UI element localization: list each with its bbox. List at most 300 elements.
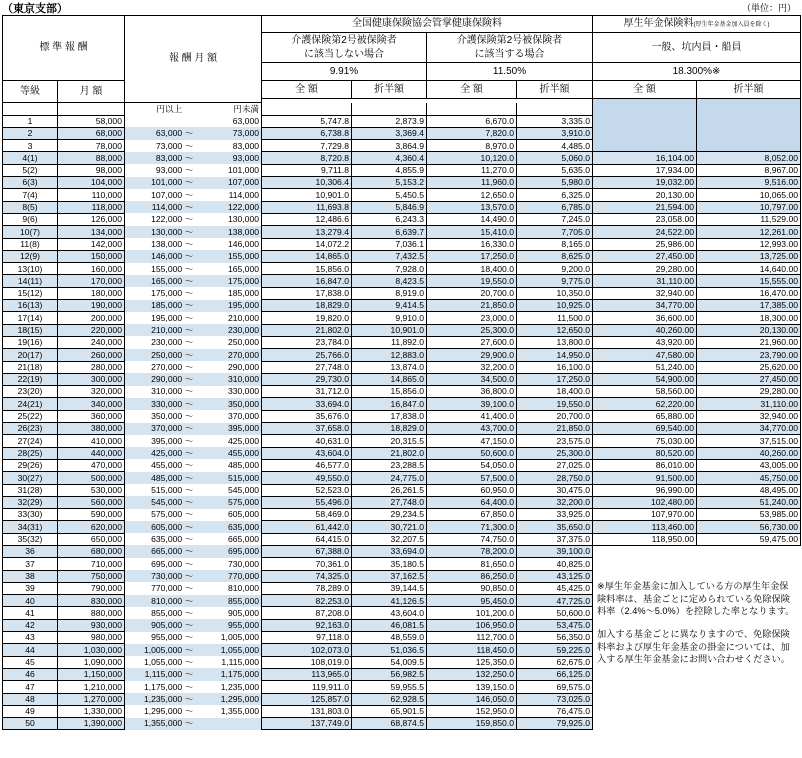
monthly-cell: 440,000 — [58, 447, 125, 459]
care-half-cell: 6,325.0 — [517, 189, 593, 201]
range-label-cell — [125, 103, 262, 116]
nocare-full-cell: 78,289.0 — [262, 582, 352, 594]
nenkin-half-cell: 56,730.00 — [697, 521, 801, 533]
range-high: 665,000 — [227, 534, 260, 545]
care-full-cell: 29,900.0 — [427, 349, 517, 361]
nenkin-half-cell: 8,967.00 — [697, 164, 801, 176]
range-low: 1,235,000 — [143, 693, 183, 704]
range-tilde: ～ — [184, 644, 194, 655]
monthly-cell: 980,000 — [58, 632, 125, 644]
range-low: 165,000 — [151, 275, 183, 286]
grade-cell: 8(5) — [3, 201, 58, 213]
range-high: 485,000 — [227, 460, 260, 471]
nocare-half-cell: 5,450.5 — [352, 189, 427, 201]
table-row — [3, 152, 801, 164]
care-full-cell: 60,950.0 — [427, 484, 517, 496]
nenkin-full-cell: 27,450.00 — [593, 250, 697, 262]
care-full-cell: 19,550.0 — [427, 275, 517, 287]
monthly-cell: 150,000 — [58, 250, 125, 262]
monthly-cell: 78,000 — [58, 140, 125, 152]
table-row — [3, 336, 801, 348]
nocare-half-cell: 9,414.5 — [352, 300, 427, 312]
care-half-cell: 7,245.0 — [517, 213, 593, 225]
care-full-cell: 81,650.0 — [427, 558, 517, 570]
care-half-cell: 18,400.0 — [517, 386, 593, 398]
range-tilde: ～ — [184, 521, 194, 532]
range-high: 605,000 — [227, 509, 260, 520]
range-tilde: ～ — [184, 411, 194, 422]
care-rate: 11.50% — [427, 63, 593, 81]
label-spacer-c2 — [352, 103, 427, 116]
grade-cell: 22(19) — [3, 373, 58, 385]
nenkin-full-cell — [593, 127, 697, 139]
care-full-cell: 20,700.0 — [427, 287, 517, 299]
nocare-half-cell: 9,910.0 — [352, 312, 427, 324]
range-cell — [125, 201, 262, 213]
range-cell — [125, 410, 262, 422]
monthly-header: 月 額 — [58, 81, 125, 103]
care-half-cell: 17,250.0 — [517, 373, 593, 385]
range-cell — [125, 447, 262, 459]
nocare-full-cell: 92,163.0 — [262, 619, 352, 631]
care-half-cell: 6,785.0 — [517, 201, 593, 213]
range-high: 770,000 — [227, 570, 260, 581]
range-high: 1,115,000 — [221, 657, 260, 667]
range-high — [196, 719, 259, 728]
label-spacer-c5 — [593, 103, 697, 116]
care-half-cell: 30,475.0 — [517, 484, 593, 496]
nocare-half-cell: 56,982.5 — [352, 668, 427, 680]
grade-cell: 17(14) — [3, 312, 58, 324]
range-high: 395,000 — [227, 423, 260, 434]
nenkin-half-cell: 37,515.00 — [697, 435, 801, 447]
range-tilde: ～ — [184, 460, 194, 471]
range-tilde: ～ — [184, 509, 194, 520]
nenkin-half-cell — [697, 115, 801, 127]
monthly-cell: 126,000 — [58, 213, 125, 225]
nenkin-half-cell: 25,620.00 — [697, 361, 801, 373]
full-header-1: 全 額 — [262, 81, 352, 99]
range-high: 330,000 — [227, 386, 260, 397]
table-row — [3, 361, 801, 373]
table-row — [3, 693, 801, 705]
table-row — [3, 423, 801, 435]
nocare-half-cell: 27,748.0 — [352, 496, 427, 508]
range-cell — [125, 152, 262, 164]
grade-cell: 38 — [3, 570, 58, 582]
monthly-cell: 58,000 — [58, 115, 125, 127]
nocare-half-cell: 16,847.0 — [352, 398, 427, 410]
grade-cell: 35(32) — [3, 533, 58, 545]
range-cell — [125, 484, 262, 496]
care-full-cell: 146,050.0 — [427, 693, 517, 705]
range-low: 730,000 — [151, 570, 183, 581]
note-area-cell — [593, 693, 801, 705]
care-full-cell: 90,850.0 — [427, 582, 517, 594]
range-tilde: ～ — [184, 718, 194, 729]
nenkin-full-cell: 34,770.00 — [593, 300, 697, 312]
table-row — [3, 373, 801, 385]
nocare-half-cell: 15,856.0 — [352, 386, 427, 398]
nocare-full-cell: 18,829.0 — [262, 300, 352, 312]
nocare-full-cell: 19,820.0 — [262, 312, 352, 324]
nocare-full-cell: 13,279.4 — [262, 226, 352, 238]
care-full-cell: 12,650.0 — [427, 189, 517, 201]
range-high: 250,000 — [227, 337, 260, 348]
range-high: 290,000 — [227, 361, 260, 372]
monthly-cell: 220,000 — [58, 324, 125, 336]
nenkin-half-cell: 17,385.00 — [697, 300, 801, 312]
nenkin-full-cell: 32,940.00 — [593, 287, 697, 299]
nocare-full-cell: 108,019.0 — [262, 656, 352, 668]
nocare-full-cell: 52,523.0 — [262, 484, 352, 496]
nenkin-full-cell: 86,010.00 — [593, 459, 697, 471]
monthly-cell: 240,000 — [58, 336, 125, 348]
grade-cell: 48 — [3, 693, 58, 705]
nocare-full-cell: 5,747.8 — [262, 115, 352, 127]
table-row — [3, 459, 801, 471]
care-full-cell: 16,330.0 — [427, 238, 517, 250]
range-tilde: ～ — [184, 583, 194, 594]
nenkin-half-cell — [697, 140, 801, 152]
range-high: 1,355,000 — [220, 706, 260, 717]
nenkin-half-cell: 10,065.00 — [697, 189, 801, 201]
nocare-half-cell: 62,928.5 — [352, 693, 427, 705]
care-full-cell: 21,850.0 — [427, 300, 517, 312]
range-low: 665,000 — [151, 546, 183, 557]
nocare-half-cell: 41,126.5 — [352, 595, 427, 607]
care-full-cell: 67,850.0 — [427, 509, 517, 521]
range-low: 955,000 — [151, 632, 183, 643]
table-row — [3, 263, 801, 275]
table-row — [3, 545, 801, 557]
note-area-cell — [593, 558, 801, 570]
nocare-full-cell: 9,711.8 — [262, 164, 352, 176]
nocare-half-cell: 24,775.0 — [352, 472, 427, 484]
nocare-half-cell: 6,639.7 — [352, 226, 427, 238]
range-high: 107,000 — [227, 177, 260, 188]
note-paragraph-2: 加入する基金ごとに異なりますので、免除保険料率および厚生年金基金の掛金については、加入する厚生年金基金にお問い合わせください。 — [597, 629, 790, 665]
range-low: 250,000 — [151, 349, 183, 360]
table-row — [3, 238, 801, 250]
monthly-cell: 710,000 — [58, 558, 125, 570]
table-row — [3, 250, 801, 262]
hi-label: 円未満 — [233, 103, 260, 114]
range-cell — [125, 386, 262, 398]
range-low: 230,000 — [151, 337, 183, 348]
range-cell — [125, 668, 262, 680]
nocare-half-cell: 21,802.0 — [352, 447, 427, 459]
care-full-cell: 8,970.0 — [427, 140, 517, 152]
monthly-cell: 1,390,000 — [58, 718, 125, 730]
care-full-cell: 18,400.0 — [427, 263, 517, 275]
table-row — [3, 410, 801, 422]
nocare-half-cell: 20,315.5 — [352, 435, 427, 447]
care-half-cell: 5,635.0 — [517, 164, 593, 176]
monthly-cell: 590,000 — [58, 509, 125, 521]
range-high: 310,000 — [227, 374, 260, 385]
monthly-cell: 1,150,000 — [58, 668, 125, 680]
grade-cell: 25(22) — [3, 410, 58, 422]
care-full-cell: 13,570.0 — [427, 201, 517, 213]
care-header: 介護保険第2号被保険者 に該当する場合 — [427, 33, 593, 63]
nocare-half-cell: 29,234.5 — [352, 509, 427, 521]
range-low: 107,000 — [151, 189, 183, 200]
nenkin-half-cell: 21,960.00 — [697, 336, 801, 348]
range-high: 905,000 — [227, 607, 260, 618]
range-cell — [125, 349, 262, 361]
nenkin-half-cell: 43,005.00 — [697, 459, 801, 471]
nocare-half-cell: 54,009.5 — [352, 656, 427, 668]
grade-cell: 13(10) — [3, 263, 58, 275]
care-full-cell: 54,050.0 — [427, 459, 517, 471]
nenkin-header: 厚生年金保険料(厚生年金基金加入員を除く) — [593, 16, 801, 33]
range-cell — [125, 189, 262, 201]
kenpo-header: 全国健康保険協会管掌健康保険料 — [262, 16, 593, 33]
range-low: 605,000 — [151, 521, 183, 532]
table-row — [3, 398, 801, 410]
label-spacer-c4 — [517, 103, 593, 116]
nocare-full-cell: 31,712.0 — [262, 386, 352, 398]
monthly-cell: 320,000 — [58, 386, 125, 398]
nocare-full-cell: 23,784.0 — [262, 336, 352, 348]
range-tilde: ～ — [184, 275, 194, 286]
range-low: 455,000 — [151, 460, 183, 471]
nenkin-full-cell: 96,990.00 — [593, 484, 697, 496]
grade-cell: 37 — [3, 558, 58, 570]
care-full-cell: 17,250.0 — [427, 250, 517, 262]
range-cell — [125, 361, 262, 373]
nocare-full-cell: 55,496.0 — [262, 496, 352, 508]
nocare-half-cell: 3,369.4 — [352, 127, 427, 139]
range-low: 130,000 — [151, 226, 183, 237]
nenkin-half-cell: 40,260.00 — [697, 447, 801, 459]
range-low: 155,000 — [151, 263, 183, 274]
nocare-half-cell: 43,604.0 — [352, 607, 427, 619]
range-cell — [125, 705, 262, 717]
monthly-cell: 1,090,000 — [58, 656, 125, 668]
range-cell — [125, 619, 262, 631]
range-tilde: ～ — [184, 214, 194, 225]
care-full-cell: 36,800.0 — [427, 386, 517, 398]
care-half-cell: 25,300.0 — [517, 447, 593, 459]
care-full-cell: 27,600.0 — [427, 336, 517, 348]
range-tilde: ～ — [184, 706, 194, 717]
grade-cell: 19(16) — [3, 336, 58, 348]
range-tilde: ～ — [184, 497, 194, 508]
table-row — [3, 164, 801, 176]
grade-cell: 5(2) — [3, 164, 58, 176]
nenkin-full-cell: 113,460.00 — [593, 521, 697, 533]
range-cell — [125, 472, 262, 484]
nenkin-full-cell: 91,500.00 — [593, 472, 697, 484]
grade-cell: 41 — [3, 607, 58, 619]
nenkin-half-cell: 48,495.00 — [697, 484, 801, 496]
nocare-full-cell: 14,072.2 — [262, 238, 352, 250]
nocare-full-cell: 25,766.0 — [262, 349, 352, 361]
range-low: 1,175,000 — [143, 681, 183, 692]
care-half-cell: 7,705.0 — [517, 226, 593, 238]
range-tilde: ～ — [184, 189, 194, 200]
table-row — [3, 386, 801, 398]
nenkin-full-cell: 20,130.00 — [593, 189, 697, 201]
nocare-full-cell: 16,847.0 — [262, 275, 352, 287]
unit-label: （単位：円） — [741, 4, 796, 14]
care-half-cell: 32,200.0 — [517, 496, 593, 508]
nocare-header: 介護保険第2号被保険者 に該当しない場合 — [262, 33, 427, 63]
care-half-cell: 28,750.0 — [517, 472, 593, 484]
range-high: 122,000 — [227, 202, 260, 213]
care-full-cell: 57,500.0 — [427, 472, 517, 484]
range-high: 83,000 — [232, 140, 260, 151]
monthly-cell: 650,000 — [58, 533, 125, 545]
care-half-cell: 35,650.0 — [517, 521, 593, 533]
nocare-half-cell: 18,829.0 — [352, 423, 427, 435]
grade-cell: 46 — [3, 668, 58, 680]
range-tilde: ～ — [184, 300, 194, 311]
monthly-cell: 104,000 — [58, 177, 125, 189]
grade-cell: 50 — [3, 718, 58, 730]
range-cell — [125, 250, 262, 262]
care-full-cell: 132,250.0 — [427, 668, 517, 680]
nocare-full-cell: 6,738.8 — [262, 127, 352, 139]
range-low: 425,000 — [151, 447, 183, 458]
monthly-cell: 340,000 — [58, 398, 125, 410]
care-full-cell: 32,200.0 — [427, 361, 517, 373]
nocare-half-cell: 26,261.5 — [352, 484, 427, 496]
care-half-cell: 47,725.0 — [517, 595, 593, 607]
care-half-cell: 13,800.0 — [517, 336, 593, 348]
range-low: 485,000 — [151, 472, 183, 483]
range-low: 395,000 — [151, 435, 183, 446]
nocare-full-cell: 33,694.0 — [262, 398, 352, 410]
range-low: 175,000 — [151, 288, 183, 299]
nenkin-full-cell: 23,058.00 — [593, 213, 697, 225]
monthly-cell: 360,000 — [58, 410, 125, 422]
table-row — [3, 127, 801, 139]
nocare-half-cell: 5,846.9 — [352, 201, 427, 213]
range-low: 1,005,000 — [143, 644, 183, 655]
nenkin-half-cell: 12,261.00 — [697, 226, 801, 238]
table-row — [3, 349, 801, 361]
nocare-full-cell: 49,550.0 — [262, 472, 352, 484]
nenkin-half-cell: 14,640.00 — [697, 263, 801, 275]
nenkin-full-cell: 102,480.00 — [593, 496, 697, 508]
monthly-cell: 68,000 — [58, 127, 125, 139]
range-low: 370,000 — [151, 423, 183, 434]
nocare-full-cell: 137,749.0 — [262, 718, 352, 730]
nenkin-half-cell: 45,750.00 — [697, 472, 801, 484]
nocare-full-cell: 17,838.0 — [262, 287, 352, 299]
nocare-full-cell: 14,865.0 — [262, 250, 352, 262]
grade-cell: 40 — [3, 595, 58, 607]
range-low: 93,000 — [155, 165, 183, 176]
nenkin-half-cell: 29,280.00 — [697, 386, 801, 398]
care-half-cell: 5,980.0 — [517, 177, 593, 189]
table-row — [3, 681, 801, 693]
nenkin-full-cell: 62,220.00 — [593, 398, 697, 410]
nocare-half-cell: 2,873.9 — [352, 115, 427, 127]
grade-cell: 11(8) — [3, 238, 58, 250]
nocare-full-cell: 7,729.8 — [262, 140, 352, 152]
care-full-cell: 95,450.0 — [427, 595, 517, 607]
grade-cell: 15(12) — [3, 287, 58, 299]
nocare-full-cell: 43,604.0 — [262, 447, 352, 459]
nocare-half-cell: 12,883.0 — [352, 349, 427, 361]
pension-fund-note — [597, 580, 797, 676]
range-tilde: ～ — [184, 312, 194, 323]
range-low: 310,000 — [151, 386, 183, 397]
grade-cell: 9(6) — [3, 213, 58, 225]
nocare-half-cell: 7,036.1 — [352, 238, 427, 250]
range-cell — [125, 607, 262, 619]
care-half-cell: 10,350.0 — [517, 287, 593, 299]
care-half-cell: 19,550.0 — [517, 398, 593, 410]
nocare-full-cell: 29,730.0 — [262, 373, 352, 385]
grade-cell: 23(20) — [3, 386, 58, 398]
care-full-cell: 139,150.0 — [427, 681, 517, 693]
care-full-cell: 23,000.0 — [427, 312, 517, 324]
nocare-half-cell: 23,288.5 — [352, 459, 427, 471]
table-row — [3, 521, 801, 533]
range-tilde: ～ — [184, 238, 194, 249]
table-row — [3, 435, 801, 447]
nocare-full-cell: 87,208.0 — [262, 607, 352, 619]
range-low: 1,055,000 — [143, 657, 183, 667]
grade-cell: 47 — [3, 681, 58, 693]
range-tilde: ～ — [184, 484, 194, 495]
monthly-cell: 170,000 — [58, 275, 125, 287]
grade-cell: 28(25) — [3, 447, 58, 459]
nenkin-full-cell — [593, 115, 697, 127]
nocare-full-cell: 40,631.0 — [262, 435, 352, 447]
range-low: 290,000 — [151, 374, 183, 385]
nocare-full-cell: 64,415.0 — [262, 533, 352, 545]
monthly-cell: 1,030,000 — [58, 644, 125, 656]
grade-cell: 26(23) — [3, 423, 58, 435]
care-full-cell: 71,300.0 — [427, 521, 517, 533]
nenkin-half-cell: 8,052.00 — [697, 152, 801, 164]
range-high: 270,000 — [227, 349, 260, 360]
range-high: 425,000 — [227, 435, 260, 446]
range-cell — [125, 140, 262, 152]
care-half-cell: 21,850.0 — [517, 423, 593, 435]
nenkin-full-cell: 107,970.00 — [593, 509, 697, 521]
care-full-cell: 112,700.0 — [427, 632, 517, 644]
table-row — [3, 115, 801, 127]
care-half-cell: 40,825.0 — [517, 558, 593, 570]
range-tilde: ～ — [184, 152, 194, 163]
range-tilde: ～ — [184, 534, 194, 545]
range-high: 101,000 — [227, 165, 260, 176]
care-full-cell: 25,300.0 — [427, 324, 517, 336]
range-tilde: ～ — [184, 447, 194, 458]
monthly-cell: 750,000 — [58, 570, 125, 582]
range-high: 350,000 — [227, 398, 260, 409]
table-row — [3, 718, 801, 730]
grade-cell: 39 — [3, 582, 58, 594]
nenkin-half-cell — [697, 127, 801, 139]
range-cell — [125, 570, 262, 582]
care-full-cell: 101,200.0 — [427, 607, 517, 619]
range-low: 1,355,000 — [143, 718, 183, 729]
range-cell — [125, 632, 262, 644]
monthly-cell: 118,000 — [58, 201, 125, 213]
nenkin-full-cell: 47,580.00 — [593, 349, 697, 361]
range-low: 1,295,000 — [143, 706, 183, 717]
nenkin-sub-header: 一般、坑内員・船員 — [593, 33, 801, 63]
monthly-cell: 134,000 — [58, 226, 125, 238]
